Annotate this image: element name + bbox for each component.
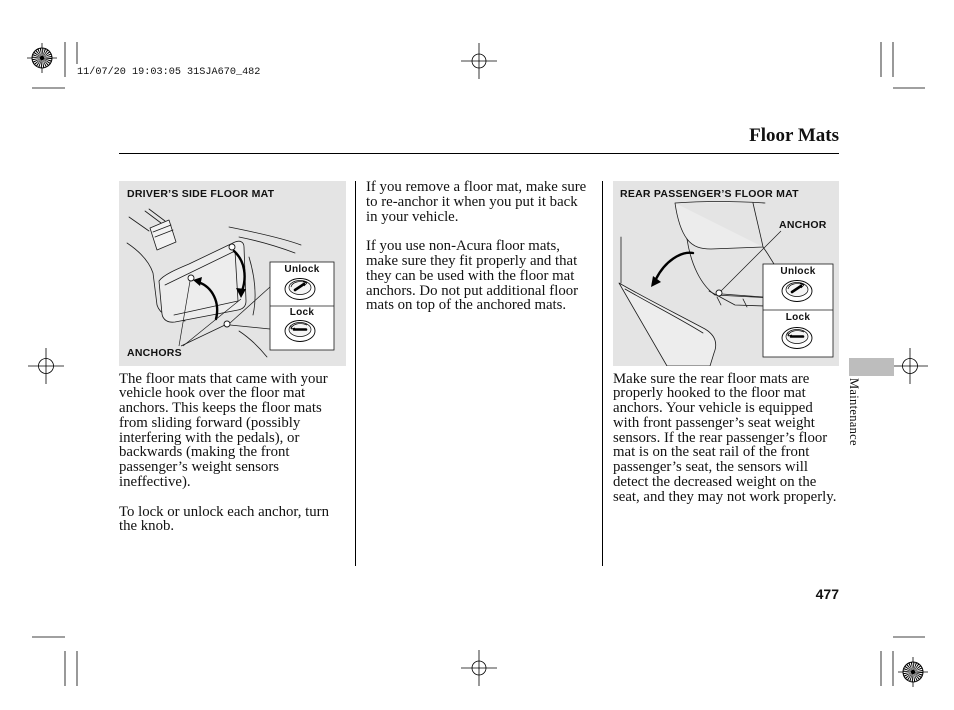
paragraph-line: detect the decreased weight on the (613, 474, 817, 491)
paragraph-line: with front passenger’s seat weight (613, 414, 815, 431)
paragraph-line: interfering with the pedals), or (119, 429, 300, 446)
paragraph-line: ineffective). (119, 474, 191, 491)
paragraph-line: mats on top of the anchored mats. (366, 297, 567, 314)
registration-mark-top-left (27, 43, 57, 73)
column-divider-right (602, 181, 603, 566)
anchor-icon (229, 244, 235, 250)
lock-label: Lock (785, 312, 811, 323)
paragraph-line: backwards (making the front (119, 444, 290, 461)
page-number: 477 (815, 586, 839, 602)
hook-arrow (656, 253, 693, 279)
paragraph-line: If you use non-Acura floor mats, (366, 238, 560, 255)
paragraph-line: sensors. If the rear passenger’s floor (613, 429, 828, 446)
paragraph (613, 372, 836, 505)
rear-floor-mat-outline (619, 283, 716, 366)
lock-knob-icon (782, 328, 812, 349)
paragraph-line: properly hooked to the floor mat (613, 385, 806, 402)
right-column-text (613, 372, 836, 520)
paragraph-line: anchors. Do not put additional floor (366, 282, 579, 299)
paragraph-line: vehicle hook over the floor mat (119, 385, 306, 402)
rear-passenger-floor-mat-figure (613, 181, 839, 366)
paragraph-line: If you remove a floor mat, make sure (366, 179, 587, 195)
figure-caption: DRIVER’S SIDE FLOOR MAT (127, 188, 275, 200)
paragraph-line: make sure they fit properly and that (366, 252, 578, 269)
anchors-callout-label: ANCHORS (127, 347, 182, 359)
unlock-label: Unlock (284, 264, 320, 275)
paragraph-line: passenger’s seat, the sensors will (613, 459, 808, 476)
middle-column-text (366, 180, 586, 328)
paragraph-line: anchors. This keeps the floor mats (119, 400, 322, 417)
driver-side-floor-mat-figure (119, 181, 346, 366)
unlock-label: Unlock (780, 266, 816, 277)
section-tab-label: Maintenance (847, 378, 861, 446)
anchor-callout-label: ANCHOR (779, 219, 827, 231)
anchor-icon (188, 275, 194, 281)
paragraph (119, 505, 329, 535)
unlock-knob-icon (285, 279, 315, 300)
paragraph-line: the knob. (119, 518, 175, 535)
pedal-drawing (145, 209, 176, 250)
crosshair-mark-bottom (461, 650, 497, 686)
crosshair-mark-top (461, 43, 497, 79)
paragraph-line: The floor mats that came with your (119, 370, 328, 387)
paragraph (366, 180, 586, 224)
lock-label: Lock (289, 307, 315, 318)
paragraph-line: from sliding forward (possibly (119, 414, 301, 431)
paragraph (119, 372, 329, 490)
registration-mark-bottom-right (898, 657, 928, 687)
crosshair-mark-left (28, 348, 64, 384)
anchor-icon (224, 321, 230, 327)
section-tab (849, 358, 894, 376)
column-divider-left (355, 181, 356, 566)
paragraph-line: To lock or unlock each anchor, turn (119, 503, 329, 520)
left-column-text (119, 372, 329, 550)
paragraph-line: to re-anchor it when you put it back (366, 193, 578, 210)
figure-caption: REAR PASSENGER’S FLOOR MAT (620, 188, 799, 200)
page-title: Floor Mats (749, 125, 839, 146)
paragraph-line: they can be used with the floor mat (366, 267, 575, 284)
paragraph-line: seat, and they may not work properly. (613, 488, 837, 505)
lock-knob-icon (285, 321, 315, 342)
paragraph-line: anchors. Your vehicle is equipped (613, 400, 813, 417)
paragraph-line: Make sure the rear floor mats are (613, 370, 810, 387)
paragraph-line: passenger’s weight sensors (119, 459, 279, 476)
paragraph (366, 239, 586, 313)
crosshair-mark-right (892, 348, 928, 384)
paragraph-line: mat is on the seat rail of the front (613, 444, 810, 461)
unlock-knob-icon (782, 281, 812, 302)
print-timestamp: 11/07/20 19:03:05 31SJA670_482 (77, 67, 261, 78)
paragraph-line: in your vehicle. (366, 208, 459, 225)
title-rule (119, 153, 839, 154)
